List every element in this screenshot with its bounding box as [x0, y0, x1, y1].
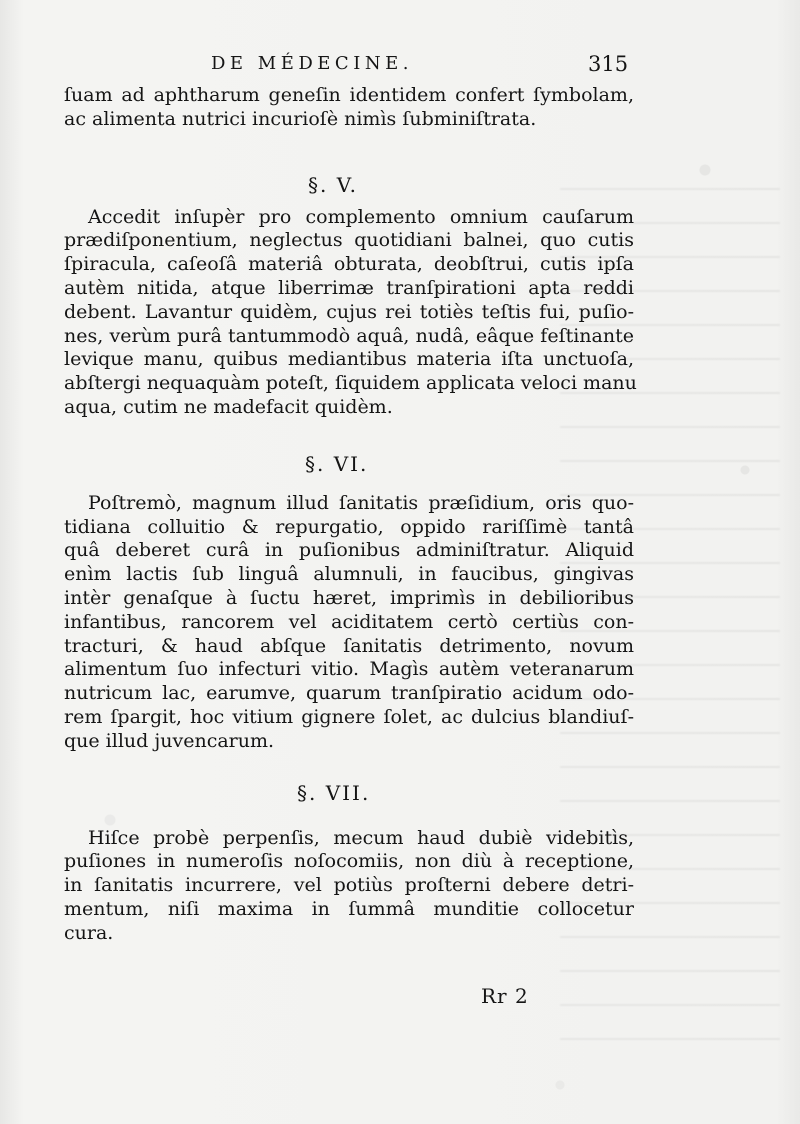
section-vi-line-2: tidiana colluitio & repurgatio, oppido rariſſimè tantâ — [64, 515, 634, 538]
section-heading-v: §. V. — [308, 172, 359, 197]
main-text — [64, 84, 637, 946]
section-vii-line-5: cura. — [64, 921, 114, 944]
section-vi-line-10: rem ſpargit, hoc vitium gignere ſolet, ac dulcius blandiuſ- — [64, 705, 634, 728]
section-heading-vi: §. VI. — [305, 451, 369, 476]
section-v-line-3: ſpiracula, caſeoſâ materiâ obturata, deobſtrui, cutis ipſa — [64, 253, 634, 276]
section-v-line-1: Accedit inſupèr pro complemento omnium cauſarum — [88, 205, 634, 228]
section-v-line-4: autèm nitida, atque liberrimæ tranſpirationi apta reddi — [64, 276, 634, 299]
page-header — [0, 52, 800, 82]
section-vi-line-3: quâ deberet curâ in puſionibus adminiſtratur. Aliquid — [64, 539, 634, 562]
intro-line-1: ſuam ad aphtharum geneſin identidem confert ſymbolam, — [64, 84, 634, 106]
section-vi-line-9: nutricum lac, earumve, quarum tranſpiratio acidum odo- — [64, 682, 634, 705]
section-vi-line-4: enìm lactis ſub linguâ alumnuli, in faucibus, gingivas — [64, 563, 634, 586]
section-v-line-8: abſtergi nequaquàm poteſt, ſiquidem applicata veloci manu — [64, 372, 637, 395]
section-vi-line-6: infantibus, rancorem vel aciditatem certò certiùs con- — [64, 610, 634, 633]
section-vii-line-3: in ſanitatis incurrere, vel potiùs proſterni debere detri- — [64, 874, 634, 897]
catchword-signature: Rr 2 — [481, 984, 529, 1008]
running-head: DE MÉDECINE. — [211, 53, 413, 74]
section-vii-line-2: puſiones in numeroſis noſocomiis, non diù à receptione, — [64, 850, 634, 873]
page-number: 315 — [588, 52, 629, 76]
section-v-line-9: aqua, cutim ne madefacit quidèm. — [64, 395, 393, 418]
section-v-line-7: levique manu, quibus mediantibus materia iſta unctuoſa, — [64, 348, 634, 371]
section-vi-line-7: tracturi, & haud abſque ſanitatis detrimento, novum — [64, 634, 634, 657]
section-v-line-2: prædiſponentium, neglectus quotidiani balnei, quo cutis — [64, 229, 634, 252]
section-v-line-5: debent. Lavantur quidèm, cujus rei totiès teſtis fui, puſio- — [64, 300, 634, 323]
section-vi-line-11: que illud juvencarum. — [64, 729, 275, 752]
section-vi-line-1: Poſtremò, magnum illud ſanitatis præſidium, oris quo- — [88, 491, 634, 514]
section-vi-line-8: alimentum ſuo infecturi vitio. Magìs autèm veteranarum — [64, 658, 634, 681]
intro-line-2: ac alimenta nutrici incurioſè nimìs ſubminiſtrata. — [64, 107, 537, 130]
section-vii-line-4: mentum, niſi maxima in ſummâ munditie collocetur — [64, 897, 634, 920]
section-v-line-6: nes, verùm purâ tantummodò aquâ, nudâ, eâque feſtinante — [64, 324, 634, 347]
section-heading-vii: §. VII. — [297, 780, 371, 805]
section-vi-line-5: intèr genaſque à ſuctu hæret, imprimìs in debilioribus — [64, 586, 634, 609]
section-vii-line-1: Hiſce probè perpenſis, mecum haud dubiè videbitìs, — [88, 826, 634, 849]
